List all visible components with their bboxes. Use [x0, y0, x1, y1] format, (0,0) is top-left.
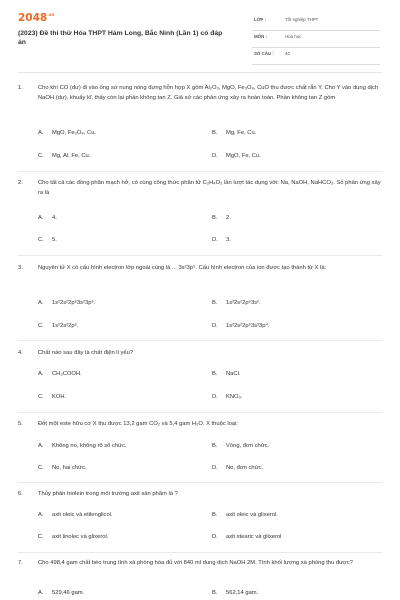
question-separator	[18, 255, 382, 256]
question-text: Thủy phân triolein trong môi trường axit sản phẩm là ?	[38, 491, 178, 497]
exam-title: (2023) Đề thi thử Hóa THPT Hàm Long, Bắc Ninh (Lần 1) có đáp án	[18, 30, 223, 46]
question-text: Đốt một este hữu cơ X thu được 13,2 gam CO₂ và 5,4 gam H₂O. X thuộc loại:	[38, 421, 238, 427]
option-d[interactable]: D. KNO₃.	[212, 394, 243, 400]
option-a[interactable]: A. MgO, Fe₃O₄, Cu.	[38, 130, 97, 136]
question-text: Cho 498,4 gam chất béo trung tính xà phòng hóa đủ với 840 ml dung dịch NaOH 2M. Tính khối lượng xà phòng thu được?	[38, 560, 353, 566]
question-text: Nguyên tử X có cấu hình electron lớp ngoài cùng là ... 3s²3p⁵. Cấu hình electron của ion được tạo thành từ X là:	[38, 265, 327, 271]
option-c[interactable]: C. 5.	[38, 237, 57, 243]
question-number: 4.	[18, 350, 23, 356]
meta-row-subject	[252, 31, 380, 48]
question-separator	[18, 552, 382, 553]
option-c[interactable]: C. 1s²2s²2p⁶.	[38, 323, 79, 329]
header-divider	[18, 72, 382, 73]
option-c[interactable]: C. No, hai chức.	[38, 465, 87, 471]
meta-value: Hóa học	[285, 34, 302, 39]
option-a[interactable]: A. 1s²2s²2p⁶3s²3p⁶.	[38, 300, 96, 306]
question-6	[18, 489, 382, 499]
option-d[interactable]: D. MgO, Fe, Cu.	[212, 153, 261, 159]
question-separator	[18, 171, 382, 172]
question-number: 6.	[18, 491, 23, 497]
meta-value: 40	[285, 51, 290, 56]
option-b[interactable]: B. 1s²2s²2p⁶3s².	[212, 300, 261, 306]
question-4	[18, 348, 382, 358]
question-5	[18, 419, 382, 429]
option-d[interactable]: D. 3.	[212, 237, 231, 243]
question-number: 7.	[18, 560, 23, 566]
question-7	[18, 558, 382, 568]
option-a[interactable]: A. axit oleic và etilenglicol.	[38, 512, 113, 518]
option-a[interactable]: A. 529,46 gam.	[38, 590, 85, 596]
option-d[interactable]: D. axit stearic và glixerol	[212, 534, 282, 540]
meta-row-count	[252, 48, 380, 65]
logo-text: 2048	[18, 12, 48, 24]
question-2	[18, 178, 382, 198]
logo-suffix: .vn	[47, 12, 55, 17]
question-text: Cho tất cả các đồng phân mạch hở, có cùng công thức phân tử C₂H₄O₂ lần lượt tác dụng với: Na, NaOH, NaHCO₃. Số phản ứng xảy ra là	[38, 180, 381, 196]
question-text: Cho khí CO (dư) đi vào ống sứ nung nóng đựng hỗn hợp X gồm Al₂O₃, MgO, Fe₃O₄, CuO thu được chất rắn Y. Cho Y vào dung dịch NaOH (dư), khuấy kĩ, thấy còn lại phần không tan Z. Giả sử các phản ứng xảy ra hoàn toàn. Phần không tan Z gồm	[38, 85, 379, 101]
option-a[interactable]: A. CH₃COOH.	[38, 371, 82, 377]
meta-key: MÔN :	[254, 34, 267, 39]
option-a[interactable]: A. Không no, không rõ số chức.	[38, 443, 127, 449]
option-b[interactable]: B. axit oleic và glixerol.	[212, 512, 278, 518]
question-3	[18, 263, 382, 273]
question-separator	[18, 340, 382, 341]
meta-key: LỚP :	[254, 17, 266, 22]
option-b[interactable]: B. Mg, Fe, Cu.	[212, 130, 257, 136]
option-d[interactable]: D. No, đơn chức.	[212, 465, 264, 471]
option-c[interactable]: C. KOH.	[38, 394, 67, 400]
question-number: 3.	[18, 265, 23, 271]
site-logo[interactable]	[18, 12, 54, 24]
exam-header	[0, 0, 400, 72]
question-separator	[18, 412, 382, 413]
option-b[interactable]: B. Vòng, đơn chức.	[212, 443, 270, 449]
option-b[interactable]: B. 562,14 gam.	[212, 590, 259, 596]
question-number: 1.	[18, 85, 23, 91]
question-separator	[18, 482, 382, 483]
option-c[interactable]: C. axit linolec và glixerol.	[38, 534, 109, 540]
question-text: Chất nào sau đây là chất điện li yếu?	[38, 350, 134, 356]
option-a[interactable]: A. 4.	[38, 215, 57, 221]
option-d[interactable]: D. 1s²2s²2p⁶3s²3p⁴.	[212, 323, 270, 329]
question-1	[18, 83, 382, 103]
meta-row-grade	[252, 14, 380, 31]
question-number: 5.	[18, 421, 23, 427]
option-c[interactable]: C. Mg, Al, Fe, Cu.	[38, 153, 91, 159]
meta-key: SỐ CÂU :	[254, 51, 274, 56]
option-b[interactable]: B. NaCl.	[212, 371, 241, 377]
option-b[interactable]: B. 2.	[212, 215, 231, 221]
exam-meta-table	[252, 14, 380, 65]
question-number: 2.	[18, 180, 23, 186]
meta-value: Tốt nghiệp THPT	[285, 17, 319, 22]
